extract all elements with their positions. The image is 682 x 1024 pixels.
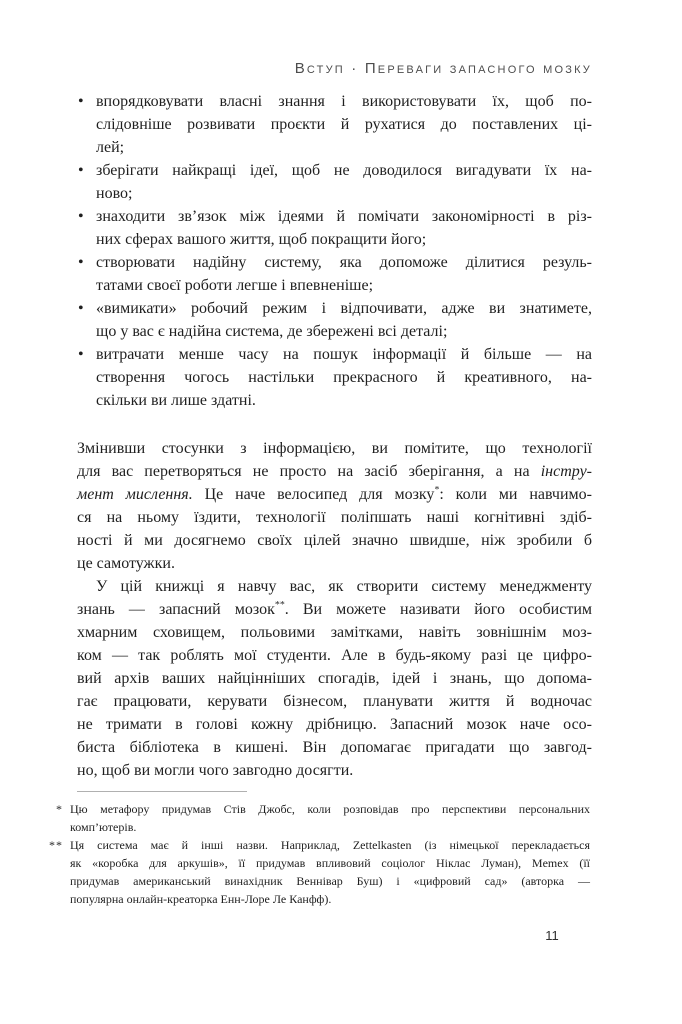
text-run: вий архів ваших найцінніших спогадів, ідей і знань, що допома- <box>77 670 592 687</box>
text-run: популярна онлайн-креаторка Енн-Лоре Ле Канфф). <box>70 892 332 906</box>
text-run: У цій книжці я навчу вас, як створити систему менеджменту <box>96 578 592 595</box>
text-line <box>77 437 592 460</box>
text-line <box>77 483 592 506</box>
text-run: ком — так роблять мої студенти. Але в будь-якому разі це цифро- <box>77 647 592 664</box>
text-line <box>70 872 590 890</box>
text-line <box>77 690 592 713</box>
bullet-item <box>77 205 592 251</box>
text-line <box>96 389 592 412</box>
text-run: «вимикати» робочий режим і відпочивати, адже ви знатимете, <box>96 300 592 317</box>
footnote-marker: * <box>56 802 63 816</box>
text-run: мент мислення. <box>77 486 193 503</box>
text-run: татами своєї роботи легше і впевненіше; <box>96 277 374 294</box>
text-line <box>77 759 592 782</box>
text-run: хмарним сховищем, польовими замітками, навіть зовнішнім моз- <box>77 624 592 641</box>
bullet-item <box>77 90 592 159</box>
text-line <box>70 800 590 818</box>
text-line <box>96 320 592 343</box>
text-line <box>96 159 592 182</box>
text-run: знаходити зв’язок між ідеями й помічати закономірності в різ- <box>96 208 592 225</box>
text-line <box>96 274 592 297</box>
text-line <box>70 836 590 854</box>
text-run: ності й ми досягнемо своїх цілей значно швидше, ніж зробили б <box>77 532 592 549</box>
text-run: Змінивши стосунки з інформацією, ви помітите, що технології <box>77 440 592 457</box>
bullet-icon: • <box>78 300 84 317</box>
bullet-icon: • <box>78 162 84 179</box>
paragraph-block <box>77 437 592 782</box>
text-run: ся на ньому їздити, технології поліпшать наші когнітивні здіб- <box>77 509 592 526</box>
footnote-reference: * <box>434 484 440 496</box>
text-line <box>96 90 592 113</box>
text-run: Ця система має й інші назви. Наприклад, Zettelkasten (із німецької перекладається <box>70 838 590 852</box>
text-run: : коли ми навчимо- <box>439 486 592 503</box>
bullet-item <box>77 343 592 412</box>
text-run: слідовніше розвивати проєкти й рухатися до поставлених ці- <box>96 116 592 133</box>
text-line <box>96 343 592 366</box>
paragraph <box>77 437 592 575</box>
text-run: витрачати менше часу на пошук інформації й більше — на <box>96 346 592 363</box>
text-run: що у вас є надійна система, де збережені всі деталі; <box>96 323 448 340</box>
text-run: для вас перетворяться не просто на засіб зберігання, а на <box>77 463 541 480</box>
text-run: інстру- <box>540 463 592 480</box>
bullet-item <box>77 251 592 297</box>
body-text <box>77 90 592 782</box>
text-run: це самотужки. <box>77 555 175 572</box>
footnote-reference: ** <box>274 599 285 611</box>
footnote <box>49 836 590 908</box>
footnote <box>56 800 590 836</box>
text-run: як «коробка для аркушів», її придумав впливовий соціолог Ніклас Луман), Memex (її <box>70 856 590 870</box>
text-run: зберігати найкращі ідеї, щоб не доводилося вигадувати їх на- <box>96 162 592 179</box>
text-run: лей; <box>96 139 125 156</box>
text-line <box>77 736 592 759</box>
bullet-icon: • <box>78 346 84 363</box>
text-line <box>70 890 590 908</box>
running-header: Вступ · Переваги запасного мозку <box>294 60 592 77</box>
text-run: биста бібліотека в кишені. Він допомагає пригадати що завгод- <box>77 739 592 756</box>
text-line <box>96 297 592 320</box>
text-run: . Ви можете називати його особистим <box>284 601 593 618</box>
text-line <box>77 506 592 529</box>
text-line <box>96 228 592 251</box>
text-line <box>77 598 592 621</box>
bullet-icon: • <box>78 254 84 271</box>
text-run: гає працювати, керувати бізнесом, планувати життя й водночас <box>77 693 592 710</box>
text-line <box>77 552 592 575</box>
text-line <box>96 251 592 274</box>
text-run: створення чогось настільки прекрасного й креативного, на- <box>96 369 592 386</box>
text-line <box>96 113 592 136</box>
text-run: но, щоб ви могли чого завгодно досягти. <box>77 762 354 779</box>
bullet-item <box>77 297 592 343</box>
footnote-marker: ** <box>49 838 63 852</box>
footnotes <box>49 800 590 908</box>
text-line <box>96 182 592 205</box>
text-run: Цю метафору придумав Стів Джобс, коли розповідав про перспективи персональних <box>70 802 590 816</box>
text-line <box>77 713 592 736</box>
text-line <box>96 136 592 159</box>
text-run: Це наче велосипед для мозку <box>192 486 435 503</box>
text-run: не тримати в голові кожну дрібницю. Запасний мозок наче осо- <box>77 716 592 733</box>
text-line <box>77 460 592 483</box>
text-run: них сферах вашого життя, щоб покращити його; <box>96 231 427 248</box>
text-run: комп’ютерів. <box>70 820 137 834</box>
text-line <box>70 854 590 872</box>
text-run: придумав американський винахідник Веннівар Буш) і «цифровий сад» (авторка — <box>70 874 590 888</box>
text-line <box>77 667 592 690</box>
page-number: 11 <box>545 928 559 943</box>
text-line <box>77 575 592 598</box>
bullet-icon: • <box>78 208 84 225</box>
text-line <box>96 205 592 228</box>
text-line <box>96 366 592 389</box>
text-run: ново; <box>96 185 133 202</box>
paragraph <box>77 575 592 782</box>
text-line <box>77 621 592 644</box>
text-line <box>77 644 592 667</box>
bullet-list <box>77 90 592 412</box>
bullet-item <box>77 159 592 205</box>
text-run: знань — запасний мозок <box>77 601 275 618</box>
text-line <box>77 529 592 552</box>
text-run: впорядковувати власні знання і використовувати їх, щоб по- <box>96 93 592 110</box>
text-run: створювати надійну систему, яка допоможе ділитися резуль- <box>96 254 592 271</box>
footnote-divider <box>77 791 247 792</box>
bullet-icon: • <box>78 93 84 110</box>
text-line <box>70 818 590 836</box>
text-run: скільки ви лише здатні. <box>96 392 256 409</box>
